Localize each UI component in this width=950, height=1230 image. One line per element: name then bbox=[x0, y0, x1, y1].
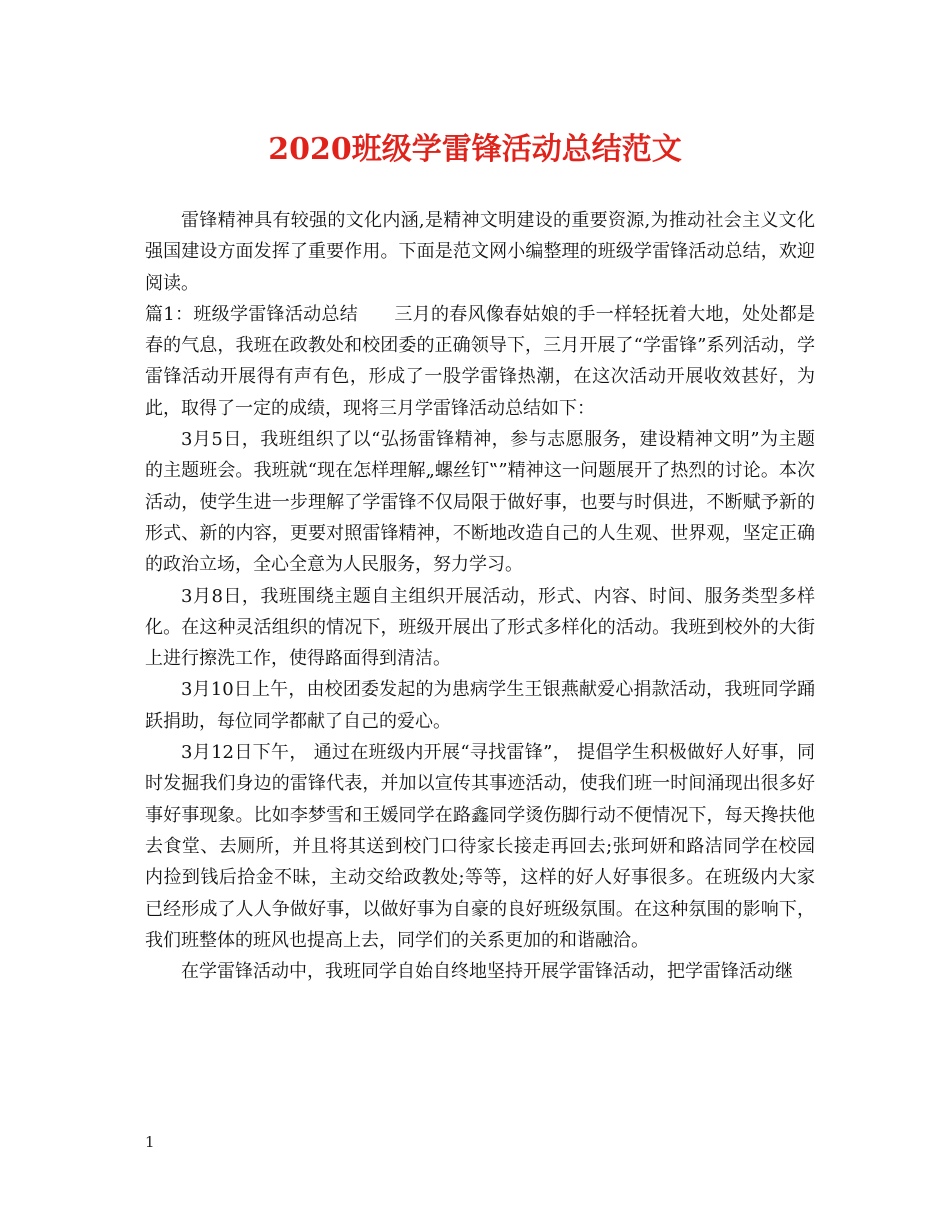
page-number: 1 bbox=[145, 1133, 155, 1151]
paragraph-march-12: 3月12日下午， 通过在班级内开展“寻找雷锋”， 提倡学生积极做好人好事，同时发掘我们身边的雷锋代表，并加以宣传其事迹活动，使我们班一时间涌现出很多好事好事现象。比如李梦雪和王媛同学在路鑫同学烫伤脚行动不便情况下，每天搀扶他去食堂、去厕所，并且将其送到校门口待家长接走再回去;张珂妍和路洁同学在校园内捡到钱后拾金不昧，主动交给政教处;等等，这样的好人好事很多。在班级内大家已经形成了人人争做好事，以做好事为自豪的良好班级氛围。在这种氛围的影响下，我们班整体的班风也提高上去，同学们的关系更加的和谐融洽。 bbox=[145, 742, 815, 951]
paragraph-march-5: 3月5日，我班组织了以“弘扬雷锋精神，参与志愿服务，建设精神文明”为主题的主题班会。我班就“现在怎样理解„螺丝钉‟”精神这一问题展开了热烈的讨论。本次活动，使学生进一步理解了学雷锋不仅局限于做好事，也要与时俱进，不断赋予新的形式、新的内容，更要对照雷锋精神，不断地改造自己的人生观、世界观，坚定正确的政治立场，全心全意为人民服务，努力学习。 bbox=[145, 429, 815, 576]
document-title: 2020班级学雷锋活动总结范文 bbox=[268, 132, 682, 167]
section-text: 三月的春风像春姑娘的手一样轻抚着大地，处处都是春的气息，我班在政教处和校团委的正确领导下，三月开展了“学雷锋”系列活动，学雷锋活动开展得有声有色，形成了一股学雷锋热潮，在这次活动开展收效甚好，为此，取得了一定的成绩，现将三月学雷锋活动总结如下： bbox=[145, 303, 816, 419]
document-body bbox=[145, 205, 815, 987]
paragraph-intro: 雷锋精神具有较强的文化内涵,是精神文明建设的重要资源,为推动社会主义文化强国建设方面发挥了重要作用。下面是范文网小编整理的班级学雷锋活动总结，欢迎阅读。 bbox=[145, 210, 815, 294]
section-heading: 篇1：班级学雷锋活动总结 bbox=[145, 303, 359, 325]
paragraph-march-8: 3月8日，我班围绕主题自主组织开展活动，形式、内容、时间、服务类型多样化。在这种灵活组织的情况下，班级开展出了形式多样化的活动。我班到校外的大街上进行擦洗工作，使得路面得到清洁。 bbox=[145, 585, 815, 670]
paragraph-continuation: 在学雷锋活动中，我班同学自始自终地坚持开展学雷锋活动，把学雷锋活动继 bbox=[181, 961, 793, 983]
paragraph-section-1 bbox=[145, 299, 815, 424]
paragraph-march-10: 3月10日上午，由校团委发起的为患病学生王银燕献爱心捐款活动，我班同学踊跃捐助，每位同学都献了自己的爱心。 bbox=[145, 679, 815, 732]
